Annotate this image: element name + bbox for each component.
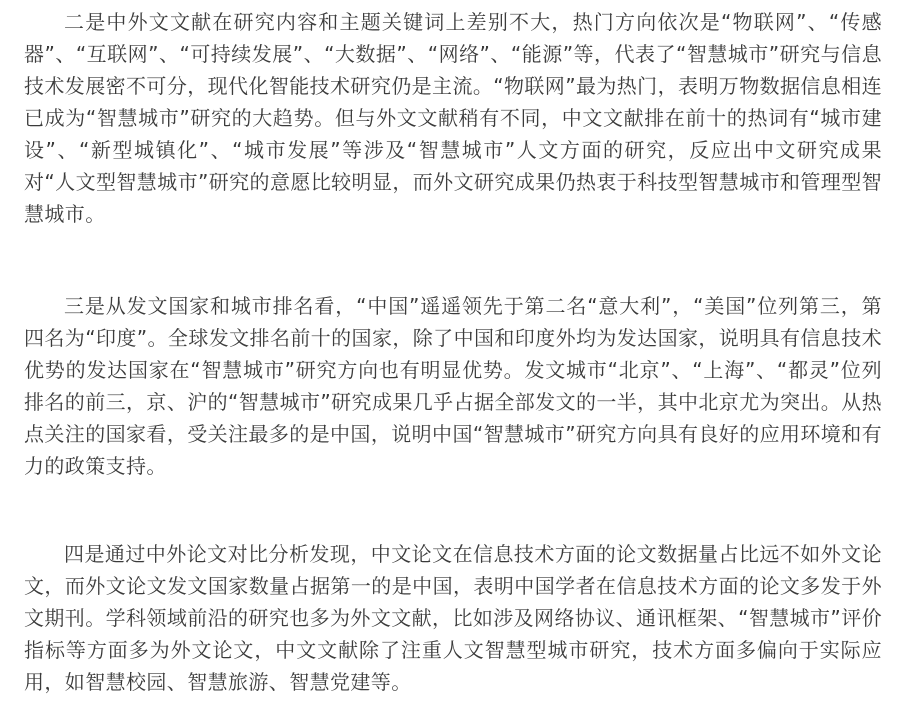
paragraph-topic-keywords: 二是中外文文献在研究内容和主题关键词上差别不大，热门方向依次是“物联网”、“传感器”、“互联网”、“可持续发展”、“大数据”、“网络”、“能源”等，代表了“智慧城市”研究与信息技术发展密不可分，现代化智能技术研究仍是主流。“物联网”最为热门，表明万物数据信息相连已成为“智慧城市”研究的大趋势。但与外文文献稍有不同，中文文献排在前十的热词有“城市建设”、“新型城镇化”、“城市发展”等涉及“智慧城市”人文方面的研究，反应出中文研究成果对“人文型智慧城市”研究的意愿比较明显，而外文研究成果仍热衷于科技型智慧城市和管理型智慧城市。 [24,10,882,226]
paragraph-paper-comparison: 四是通过中外论文对比分析发现，中文论文在信息技术方面的论文数据量占比远不如外文论文，而外文论文发文国家数量占据第一的是中国，表明中国学者在信息技术方面的论文多发于外文期刊。学科领域前沿的研究也多为外文文献，比如涉及网络协议、通讯框架、“智慧城市”评价指标等方面多为外文论文，中文文献除了注重人文智慧型城市研究，技术方面多偏向于实际应用，如智慧校园、智慧旅游、智慧党建等。 [24,542,882,694]
paragraph-country-city-ranking: 三是从发文国家和城市排名看，“中国”遥遥领先于第二名“意大利”，“美国”位列第三，第四名为“印度”。全球发文排名前十的国家，除了中国和印度外均为发达国家，说明具有信息技术优势的发达国家在“智慧城市”研究方向也有明显优势。发文城市“北京”、“上海”、“都灵”位列排名的前三，京、沪的“智慧城市”研究成果几乎占据全部发文的一半，其中北京尤为突出。从热点关注的国家看，受关注最多的是中国，说明中国“智慧城市”研究方向具有良好的应用环境和有力的政策支持。 [24,294,882,478]
